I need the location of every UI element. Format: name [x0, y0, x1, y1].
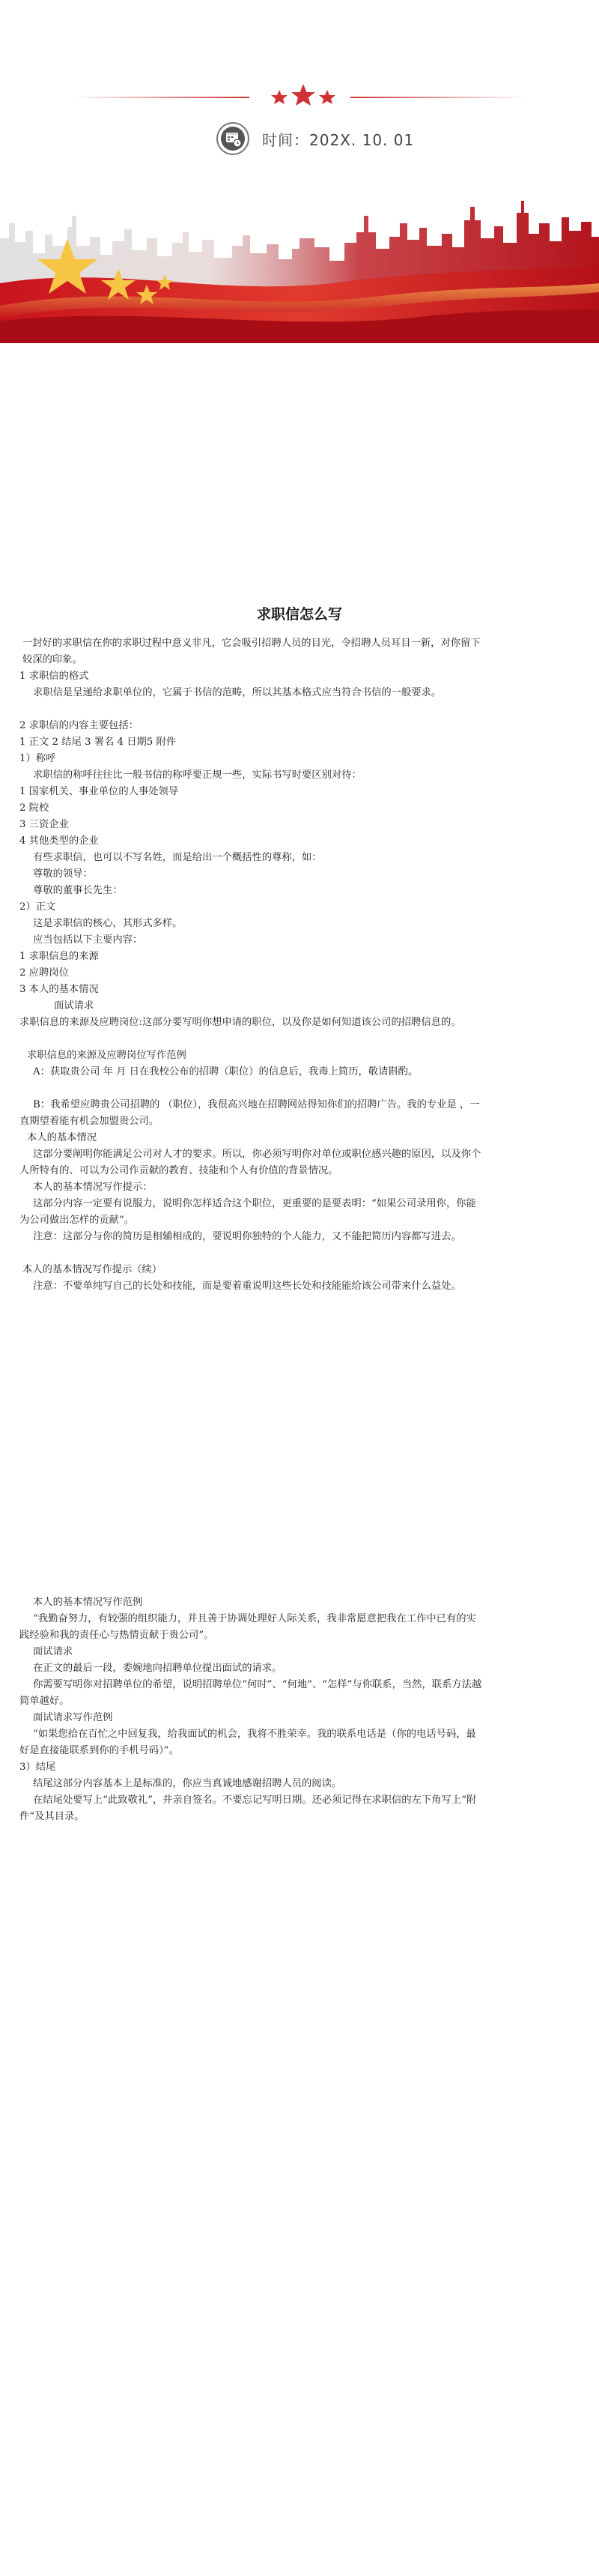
header-divider-left: [71, 97, 249, 98]
paragraph-interview-detail: 你需要写明你对招聘单位的希望，说明招聘单位“何时”、“何地”、“怎样”与你联系，当然，联系方法越简单越好。: [19, 1679, 482, 1707]
header-divider-right: [350, 97, 529, 98]
calendar-clock-icon: [216, 121, 250, 156]
heading-basic-info: 本人的基本情况: [27, 1132, 97, 1143]
heading-body: 2）正文: [19, 901, 56, 913]
paragraph-note: 注意：这部分与你的简历是相辅相成的，要说明你独特的个人能力，又不能把简历内容都写进去。: [33, 1231, 461, 1242]
paragraph-closing: 结尾这部分内容基本上是标准的，你应当真诚地感谢招聘人员的阅读。: [33, 1778, 342, 1789]
list-item: 1 求职信息的来源: [19, 951, 99, 962]
example-salutation: 尊敬的领导：: [33, 868, 93, 880]
list-item: 2 应聘岗位: [19, 967, 69, 979]
paragraph-intro: 一封好的求职信在你的求职过程中意义非凡，它会吸引招聘人员的目光，令招聘人员耳目一新，对你留下较深的印象。: [22, 638, 481, 665]
document-title: 求职信怎么写: [256, 606, 342, 623]
list-item: 3 本人的基本情况: [19, 984, 99, 995]
contents-list: 1 正文 2 结尾 3 署名 4 日期5 附件: [19, 737, 177, 748]
paragraph-general-title: 有些求职信，也可以不写名姓，而是给出一个概括性的尊称，如：: [33, 852, 322, 863]
paragraph-basic-info: 这部分要阐明你能满足公司对人才的要求。所以，你必须写明你对单位或职位感兴趣的原因，以及你个人所特有的、可以为公司作贡献的教育、技能和个人有价值的背景情况。: [19, 1149, 481, 1176]
heading-source-example: 求职信息的来源及应聘岗位写作范例: [27, 1050, 186, 1061]
heading-format: 1 求职信的格式: [19, 671, 89, 682]
list-item: 4 其他类型的企业: [19, 835, 99, 847]
time-row: [0, 121, 599, 159]
paragraph-body-includes: 应当包括以下主要内容：: [33, 934, 143, 946]
heading-salutation: 1）称呼: [19, 753, 56, 764]
heading-contents: 2 求职信的内容主要包括：: [19, 720, 139, 731]
heading-basic-info-tips-cont: 本人的基本情况写作提示（续）: [22, 1264, 162, 1275]
paragraph-body: 这是求职信的核心，其形式多样。: [33, 918, 183, 929]
heading-closing: 3）结尾: [19, 1762, 56, 1773]
paragraph-note-cont: 注意：不要单纯写自己的长处和技能，而是要着重说明这些长处和技能能给该公司带来什么益处。: [33, 1281, 461, 1292]
three-stars-icon: [266, 81, 341, 115]
list-item: 1 国家机关、事业单位的人事处领导: [19, 786, 179, 797]
heading-interview-example: 面试请求写作范例: [33, 1712, 113, 1723]
paragraph-format: 求职信是呈递给求职单位的，它属于书信的范畴，所以其基本格式应当符合书信的一般要求。: [33, 687, 442, 698]
paragraph-basic-info-example: “我勤奋努力，有较强的组织能力，并且善于协调处理好人际关系，我非常愿意把我在工作中已有的实践经验和我的责任心与热情贡献于贵公司”。: [19, 1613, 476, 1641]
list-item: 3 三资企业: [19, 819, 69, 830]
heading-basic-info-tips: 本人的基本情况写作提示：: [33, 1182, 153, 1193]
paragraph-basic-info-tips: 这部分内容一定要有说服力，说明你怎样适合这个职位，更重要的是要表明：“如果公司录用你，你能为公司做出怎样的贡献”。: [19, 1198, 476, 1226]
time-label: 时间：202X. 10. 01: [262, 131, 415, 149]
paragraph-source: 求职信息的来源及应聘岗位:这部分要写明你想申请的职位，以及你是如何知道该公司的招聘信息的。: [19, 1017, 461, 1028]
example-salutation: 尊敬的董事长先生：: [33, 885, 123, 896]
heading-basic-info-example: 本人的基本情况写作范例: [33, 1597, 143, 1608]
paragraph-interview: 在正文的最后一段，委婉地向招聘单位提出面试的请求。: [33, 1663, 282, 1674]
paragraph-closing-detail: 在结尾处要写上“此致敬礼”，并亲自签名。不要忘记写明日期。还必须记得在求职信的左下角写上“附件”及其目录。: [19, 1795, 477, 1822]
paragraph-interview-example: “如果您拾在百忙之中回复我，给我面试的机会，我将不胜荣幸。我的联系电话是（你的电话号码，最好是直接能联系到你的手机号码）”。: [19, 1729, 476, 1756]
red-flag-skyline-banner: [0, 193, 599, 343]
list-item: 2 院校: [19, 802, 49, 814]
example-b: B：我希望应聘贵公司招聘的 （职位），我很高兴地在招聘网站得知你们的招聘广告。我的专业是 ，一直期望着能有机会加盟贵公司。: [19, 1099, 480, 1127]
heading-interview: 面试请求: [33, 1646, 73, 1657]
example-a: A：获取贵公司 年 月 日在我校公布的招聘（职位）的信息后，我毒上简历，敬请斟酌。: [33, 1066, 419, 1077]
list-item: 面试请求: [54, 1000, 94, 1012]
paragraph-salutation: 求职信的称呼往往比一般书信的称呼要正规一些，实际书写时要区别对待：: [33, 770, 362, 781]
